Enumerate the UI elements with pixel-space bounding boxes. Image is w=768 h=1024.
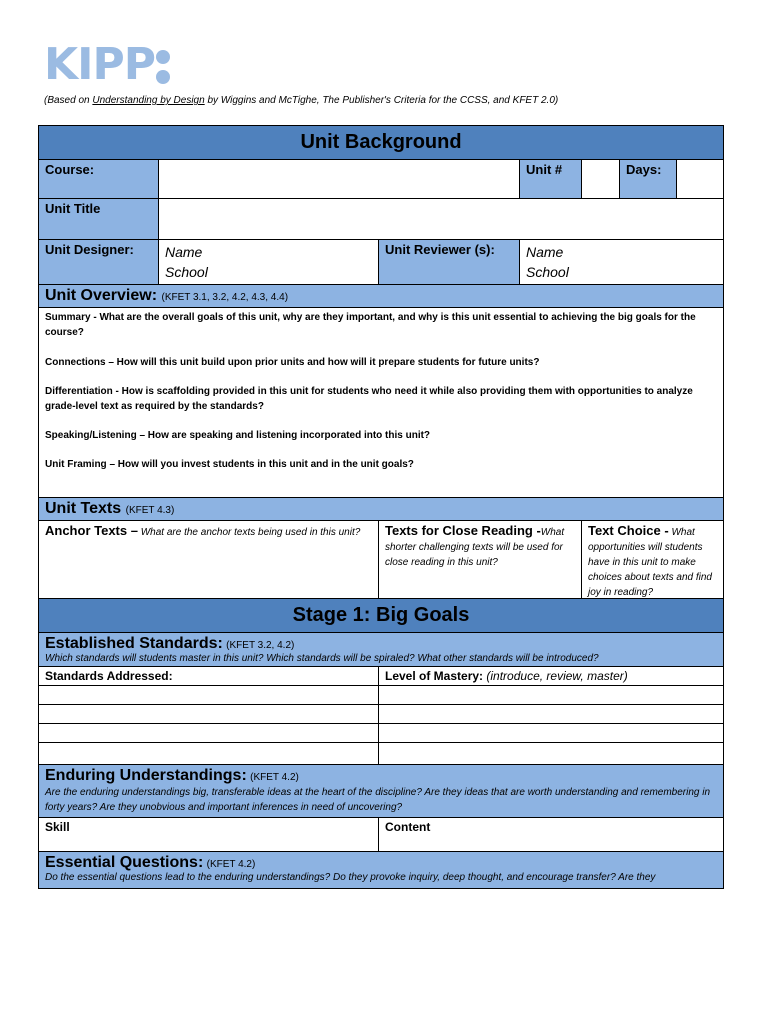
mastery-row-cell[interactable] (379, 724, 724, 743)
unit-designer-field[interactable]: Name School (159, 240, 379, 285)
overview-unit-framing: Unit Framing – How will you invest students in this unit and in the unit goals? (45, 459, 414, 470)
unit-background-header: Unit Background (39, 126, 724, 160)
skill-cell[interactable]: Skill (39, 818, 379, 852)
unit-title-label: Unit Title (39, 199, 159, 240)
close-reading-cell[interactable]: Texts for Close Reading -What shorter challenging texts will be used for close reading in this unit? (379, 521, 582, 603)
overview-speaking-listening: Speaking/Listening – How are speaking and listening incorporated into this unit? (45, 430, 431, 441)
unit-title-field[interactable] (159, 199, 724, 240)
mastery-row-cell[interactable] (379, 705, 724, 724)
established-standards-header: Established Standards: (KFET 3.2, 4.2) Which standards will students master in this unit? Which standards will be spiraled? What other standards will be introduced? (39, 633, 724, 667)
standards-row-cell[interactable] (39, 743, 379, 765)
standards-row-cell[interactable] (39, 686, 379, 705)
overview-differentiation: Differentiation - How is scaffolding provided in this unit for students who need it while also providing them with opportunities to analyze grade-level text as required by the standards? (45, 386, 693, 412)
logo-text: KIPP (44, 39, 155, 90)
anchor-texts-cell[interactable]: Anchor Texts – What are the anchor texts being used in this unit? (39, 521, 379, 603)
unit-number-field[interactable] (582, 160, 620, 199)
course-label: Course: (39, 160, 159, 199)
days-field[interactable] (677, 160, 724, 199)
standards-addressed-label: Standards Addressed: (39, 667, 379, 686)
standards-row-cell[interactable] (39, 724, 379, 743)
kipp-logo (44, 39, 155, 90)
stage1-header: Stage 1: Big Goals (39, 599, 724, 633)
overview-connections: Connections – How will this unit build upon prior units and how will it prepare students for future units? (45, 357, 540, 368)
logo-colon-icon (156, 50, 170, 90)
unit-reviewer-label: Unit Reviewer (s): (379, 240, 520, 285)
unit-number-label: Unit # (520, 160, 582, 199)
unit-background-table (38, 125, 724, 603)
essential-questions-header: Essential Questions: (KFET 4.2) Do the essential questions lead to the enduring understandings? Do they provoke inquiry, deep thought, and encourage transfer? Are they (39, 852, 724, 889)
course-field[interactable] (159, 160, 520, 199)
citation: (Based on Understanding by Design by Wiggins and McTighe, The Publisher's Criteria for the CCSS, and KFET 2.0) (44, 95, 559, 106)
days-label: Days: (620, 160, 677, 199)
level-of-mastery-label: Level of Mastery: (introduce, review, master) (379, 667, 724, 686)
citation-book-title: Understanding by Design (92, 95, 205, 106)
text-choice-cell[interactable]: Text Choice - What opportunities will students have in this unit to make choices about texts and find joy in reading? (582, 521, 724, 603)
unit-overview-body[interactable] (39, 308, 724, 498)
stage1-table (38, 598, 724, 889)
unit-reviewer-field[interactable]: Name School (520, 240, 724, 285)
overview-summary: Summary - What are the overall goals of this unit, why are they important, and why is this unit essential to achieving the big goals for the course? (45, 312, 696, 338)
content-cell[interactable]: Content (379, 818, 724, 852)
mastery-row-cell[interactable] (379, 743, 724, 765)
unit-texts-header: Unit Texts (KFET 4.3) (39, 498, 724, 521)
standards-row-cell[interactable] (39, 705, 379, 724)
mastery-row-cell[interactable] (379, 686, 724, 705)
enduring-understandings-header: Enduring Understandings: (KFET 4.2) Are the enduring understandings big, transferable ideas at the heart of the discipline? Are they ideas that are worth understanding and remembering in forty years? Are they unobvious and important inferences in need of uncovering? (39, 765, 724, 818)
unit-designer-label: Unit Designer: (39, 240, 159, 285)
unit-overview-header: Unit Overview: (KFET 3.1, 3.2, 4.2, 4.3, 4.4) (39, 285, 724, 308)
